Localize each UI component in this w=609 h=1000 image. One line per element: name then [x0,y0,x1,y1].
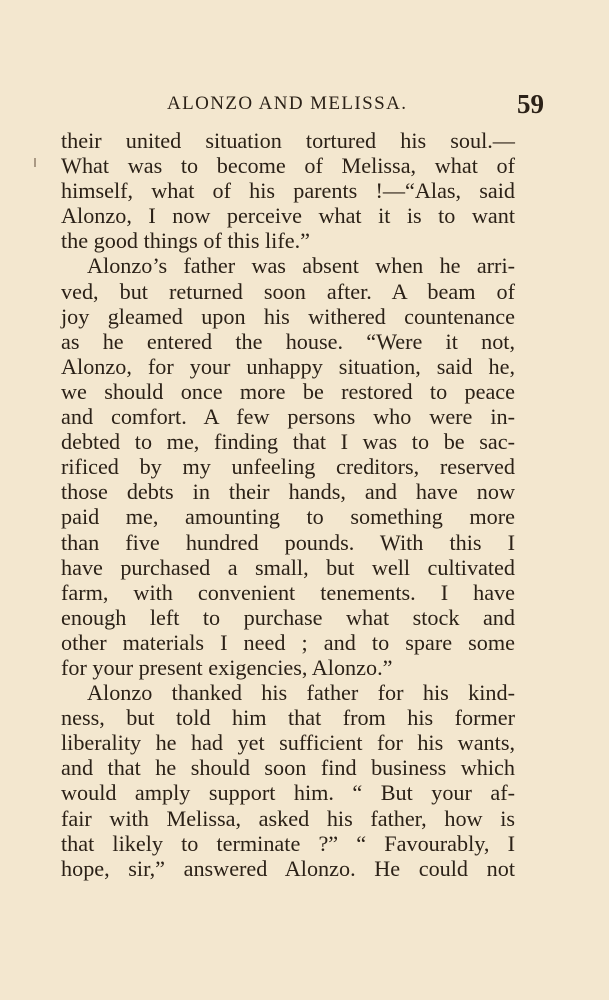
text-line: ved, but returned soon after. A beam of [61,278,515,304]
text-line: would amply support him. “ But your af- [61,780,515,806]
text-line: their united situation tortured his soul.— [61,128,515,153]
text-line: Alonzo, I now perceive what it is to want [61,203,515,229]
text-line: What was to become of Melissa, what of [61,153,515,179]
text-line: paid me, amounting to something more [61,504,515,530]
text-line: that likely to terminate ?” “ Favourably, I [61,830,515,856]
text-line: for your present exigencies, Alonzo.” [61,654,393,680]
text-line: liberality he had yet sufficient for his wants, [61,730,515,756]
text-line: than five hundred pounds. With this I [61,529,515,555]
text-line: fair with Melissa, asked his father, how is [61,805,515,831]
text-line: we should once more be restored to peace [61,378,515,404]
text-line: hope, sir,” answered Alonzo. He could not [61,855,515,881]
running-header [0,91,609,119]
text-line: Alonzo thanked his father for his kind- [87,680,515,706]
text-line: joy gleamed upon his withered countenance [61,303,515,329]
text-line: as he entered the house. “Were it not, [61,328,515,354]
text-line: the good things of this life.” [61,228,310,254]
text-line: enough left to purchase what stock and [61,604,515,630]
text-line: debted to me, finding that I was to be sac- [61,429,515,455]
text-line: rificed by my unfeeling creditors, reserved [61,454,515,480]
text-line: those debts in their hands, and have now [61,479,515,505]
margin-mark [34,158,36,167]
text-line: himself, what of his parents !—“Alas, said [61,178,515,204]
text-line: Alonzo, for your unhappy situation, said he, [61,353,515,379]
text-line: and comfort. A few persons who were in- [61,404,515,430]
text-line: other materials I need ; and to spare some [61,629,515,655]
text-line: ness, but told him that from his former [61,705,515,731]
chapter-title: ALONZO AND MELISSA. [167,93,408,114]
text-line: farm, with convenient tenements. I have [61,579,515,605]
main-text [61,128,515,881]
text-line: Alonzo’s father was absent when he arri- [87,253,515,279]
page-number: 59 [517,89,544,119]
text-line: have purchased a small, but well cultivated [61,554,515,580]
text-line: and that he should soon find business which [61,755,515,781]
